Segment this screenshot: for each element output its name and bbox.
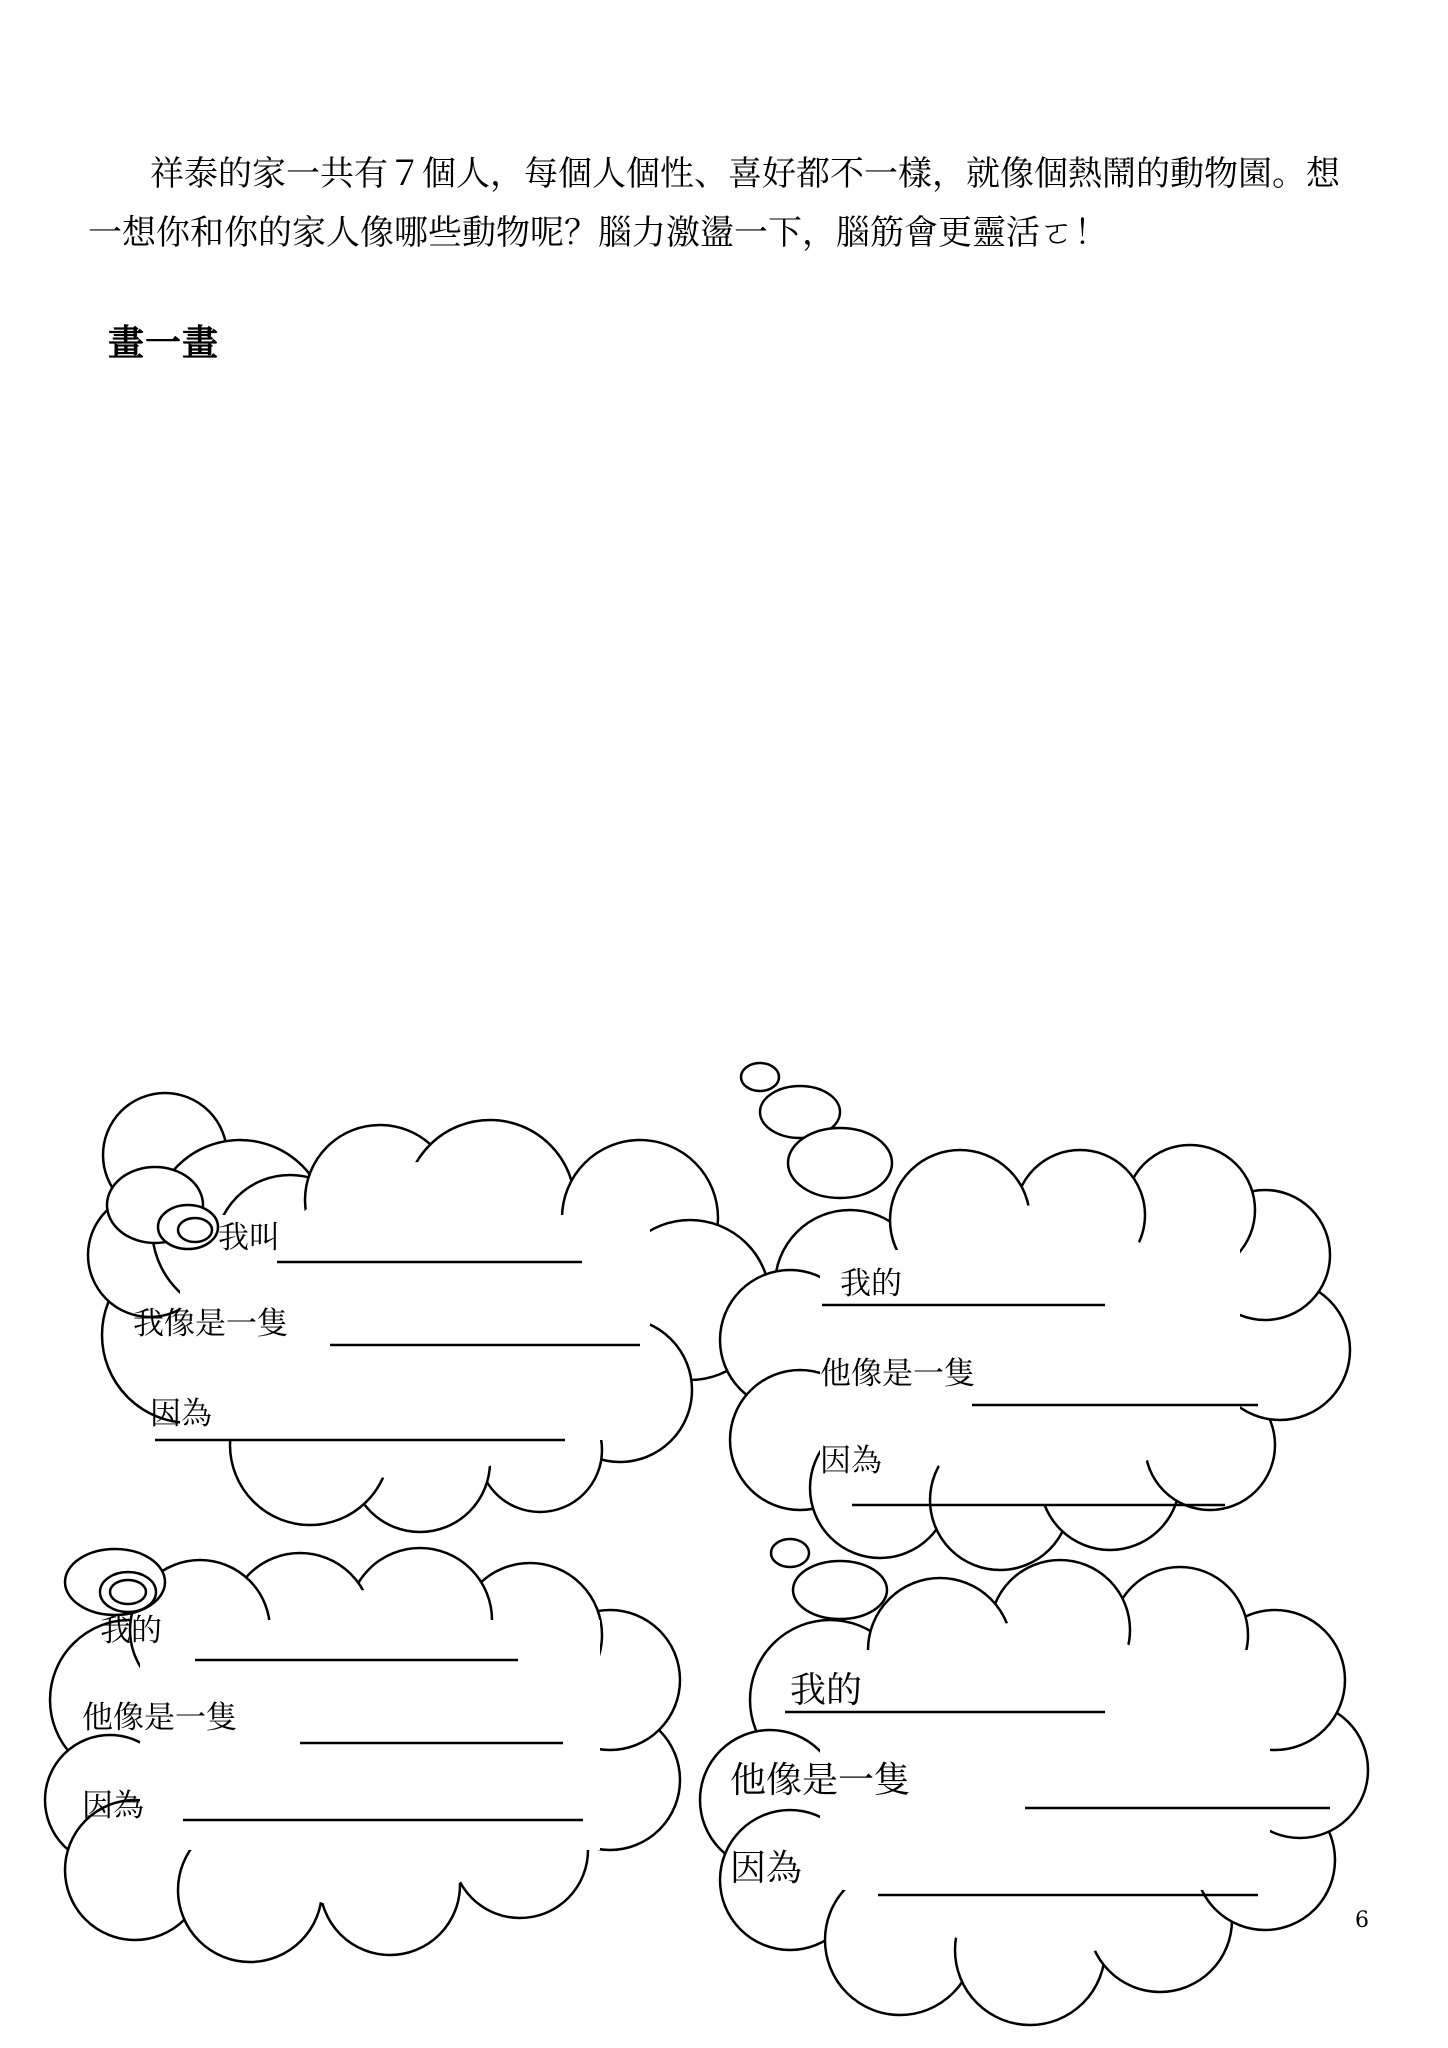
cloud-3-line2-label: 他像是一隻	[82, 1700, 237, 1736]
cloud-4-bubble-large	[793, 1561, 887, 1619]
cloud-2-line1-label: 我的	[840, 1266, 902, 1302]
cloud-1-line2-label: 我像是一隻	[133, 1306, 288, 1342]
cloud-3-line3-label: 因為	[82, 1788, 144, 1824]
cloud-4-line2-label: 他像是一隻	[730, 1760, 911, 1801]
cloud-4-bubble-small	[771, 1539, 809, 1567]
cloud-2-line2-label: 他像是一隻	[820, 1356, 975, 1392]
cloud-1-line3-label: 因為	[150, 1396, 212, 1432]
cloud-2-bubble-large	[788, 1128, 892, 1198]
page-number: 6	[1355, 1908, 1369, 1933]
cloud-1-line1-label: 我叫	[218, 1220, 280, 1256]
cloud-4-line1-label: 我的	[790, 1670, 863, 1711]
cloud-3-line1-label: 我的	[100, 1613, 162, 1649]
section-heading: 畫一畫	[108, 323, 220, 364]
cloud-2-line3-label: 因為	[820, 1443, 882, 1479]
cloud-1-ring-inner	[178, 1218, 212, 1242]
cloud-3-ring-inner	[110, 1580, 146, 1604]
cloud-4-line3-label: 因為	[730, 1848, 803, 1889]
intro-text: 祥泰的家一共有７個人，每個人個性、喜好都不一樣，就像個熱鬧的動物園。想一想你和你的家人像哪些動物呢？腦力激盪一下，腦筋會更靈活ㄛ！	[88, 154, 1340, 253]
cloud-2-bubble-small	[741, 1063, 779, 1091]
